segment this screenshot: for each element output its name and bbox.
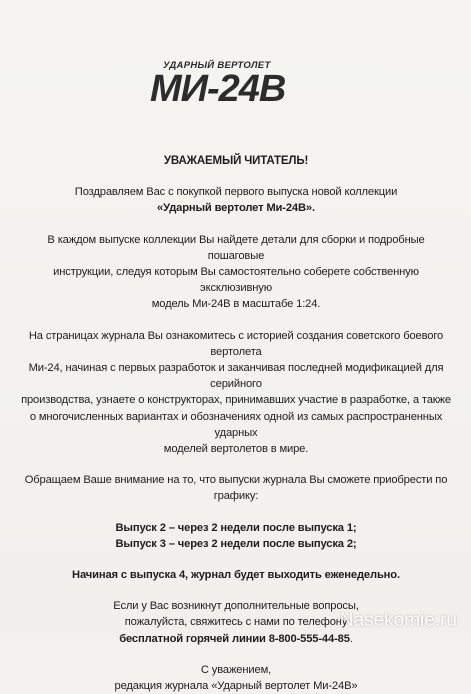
paragraph-line: пожалуйста, свяжитесь с нами по телефону: [124, 616, 348, 629]
paragraph-line: В каждом выпуске коллекции Вы найдете детали для сборки и подробные пошаговые: [47, 233, 425, 262]
paragraph-line: инструкции, следуя которым Вы самостоятельно соберете собственную эксклюзивную: [53, 266, 419, 295]
schedule-item: Выпуск 2 – через 2 недели после выпуска 1;: [115, 521, 357, 534]
logo: [150, 60, 330, 108]
paragraph-line: Поздравляем Вас с покупкой первого выпуска новой коллекции: [74, 186, 398, 199]
closing-line: редакция журнала «Ударный вертолет Ми-24В»: [114, 680, 358, 693]
paragraph-line: моделей вертолетов в мире.: [163, 443, 309, 456]
hotline-line: бесплатной горячей линии 8-800-555-44-85.: [119, 632, 353, 645]
paragraph-line: Если у Вас возникнут дополнительные вопросы,: [113, 600, 359, 613]
paragraph-line: производства, узнаете о конструкторах, принимавших участие в разработке, а также: [21, 394, 451, 407]
paragraph-line: Обращаем Ваше внимание на то, что выпуски журнала Вы сможете приобрести по графику:: [24, 474, 448, 503]
logo-subtitle: УДАРНЫЙ ВЕРТОЛЕТ: [163, 60, 271, 71]
paragraph-line: о многочисленных вариантах и обозначениях одной из самых распространенных ударных: [29, 410, 443, 439]
paragraph-line: модель Ми-24В в масштабе 1:24.: [151, 298, 321, 311]
greeting: УВАЖАЕМЫЙ ЧИТАТЕЛЬ!: [163, 155, 309, 167]
paragraph-line: На страницах журнала Вы ознакомитесь с историей создания советского боевого вертолета: [28, 329, 444, 358]
logo-title: МИ-24В: [150, 68, 286, 110]
paragraph-line: Ми-24, начиная с первых разработок и заканчивая последней модификацией для серийного: [28, 362, 444, 391]
weekly-notice: Начиная с выпуска 4, журнал будет выходить еженедельно.: [72, 569, 400, 582]
closing-line: С уважением,: [200, 663, 272, 676]
schedule-item: Выпуск 3 – через 2 недели после выпуска 2;: [115, 537, 357, 550]
watermark: Nasekomie.ru: [339, 610, 457, 631]
collection-name: «Ударный вертолет Ми-24В».: [157, 202, 315, 215]
hotline-number: бесплатной горячей линии 8-800-555-44-85: [119, 632, 350, 645]
